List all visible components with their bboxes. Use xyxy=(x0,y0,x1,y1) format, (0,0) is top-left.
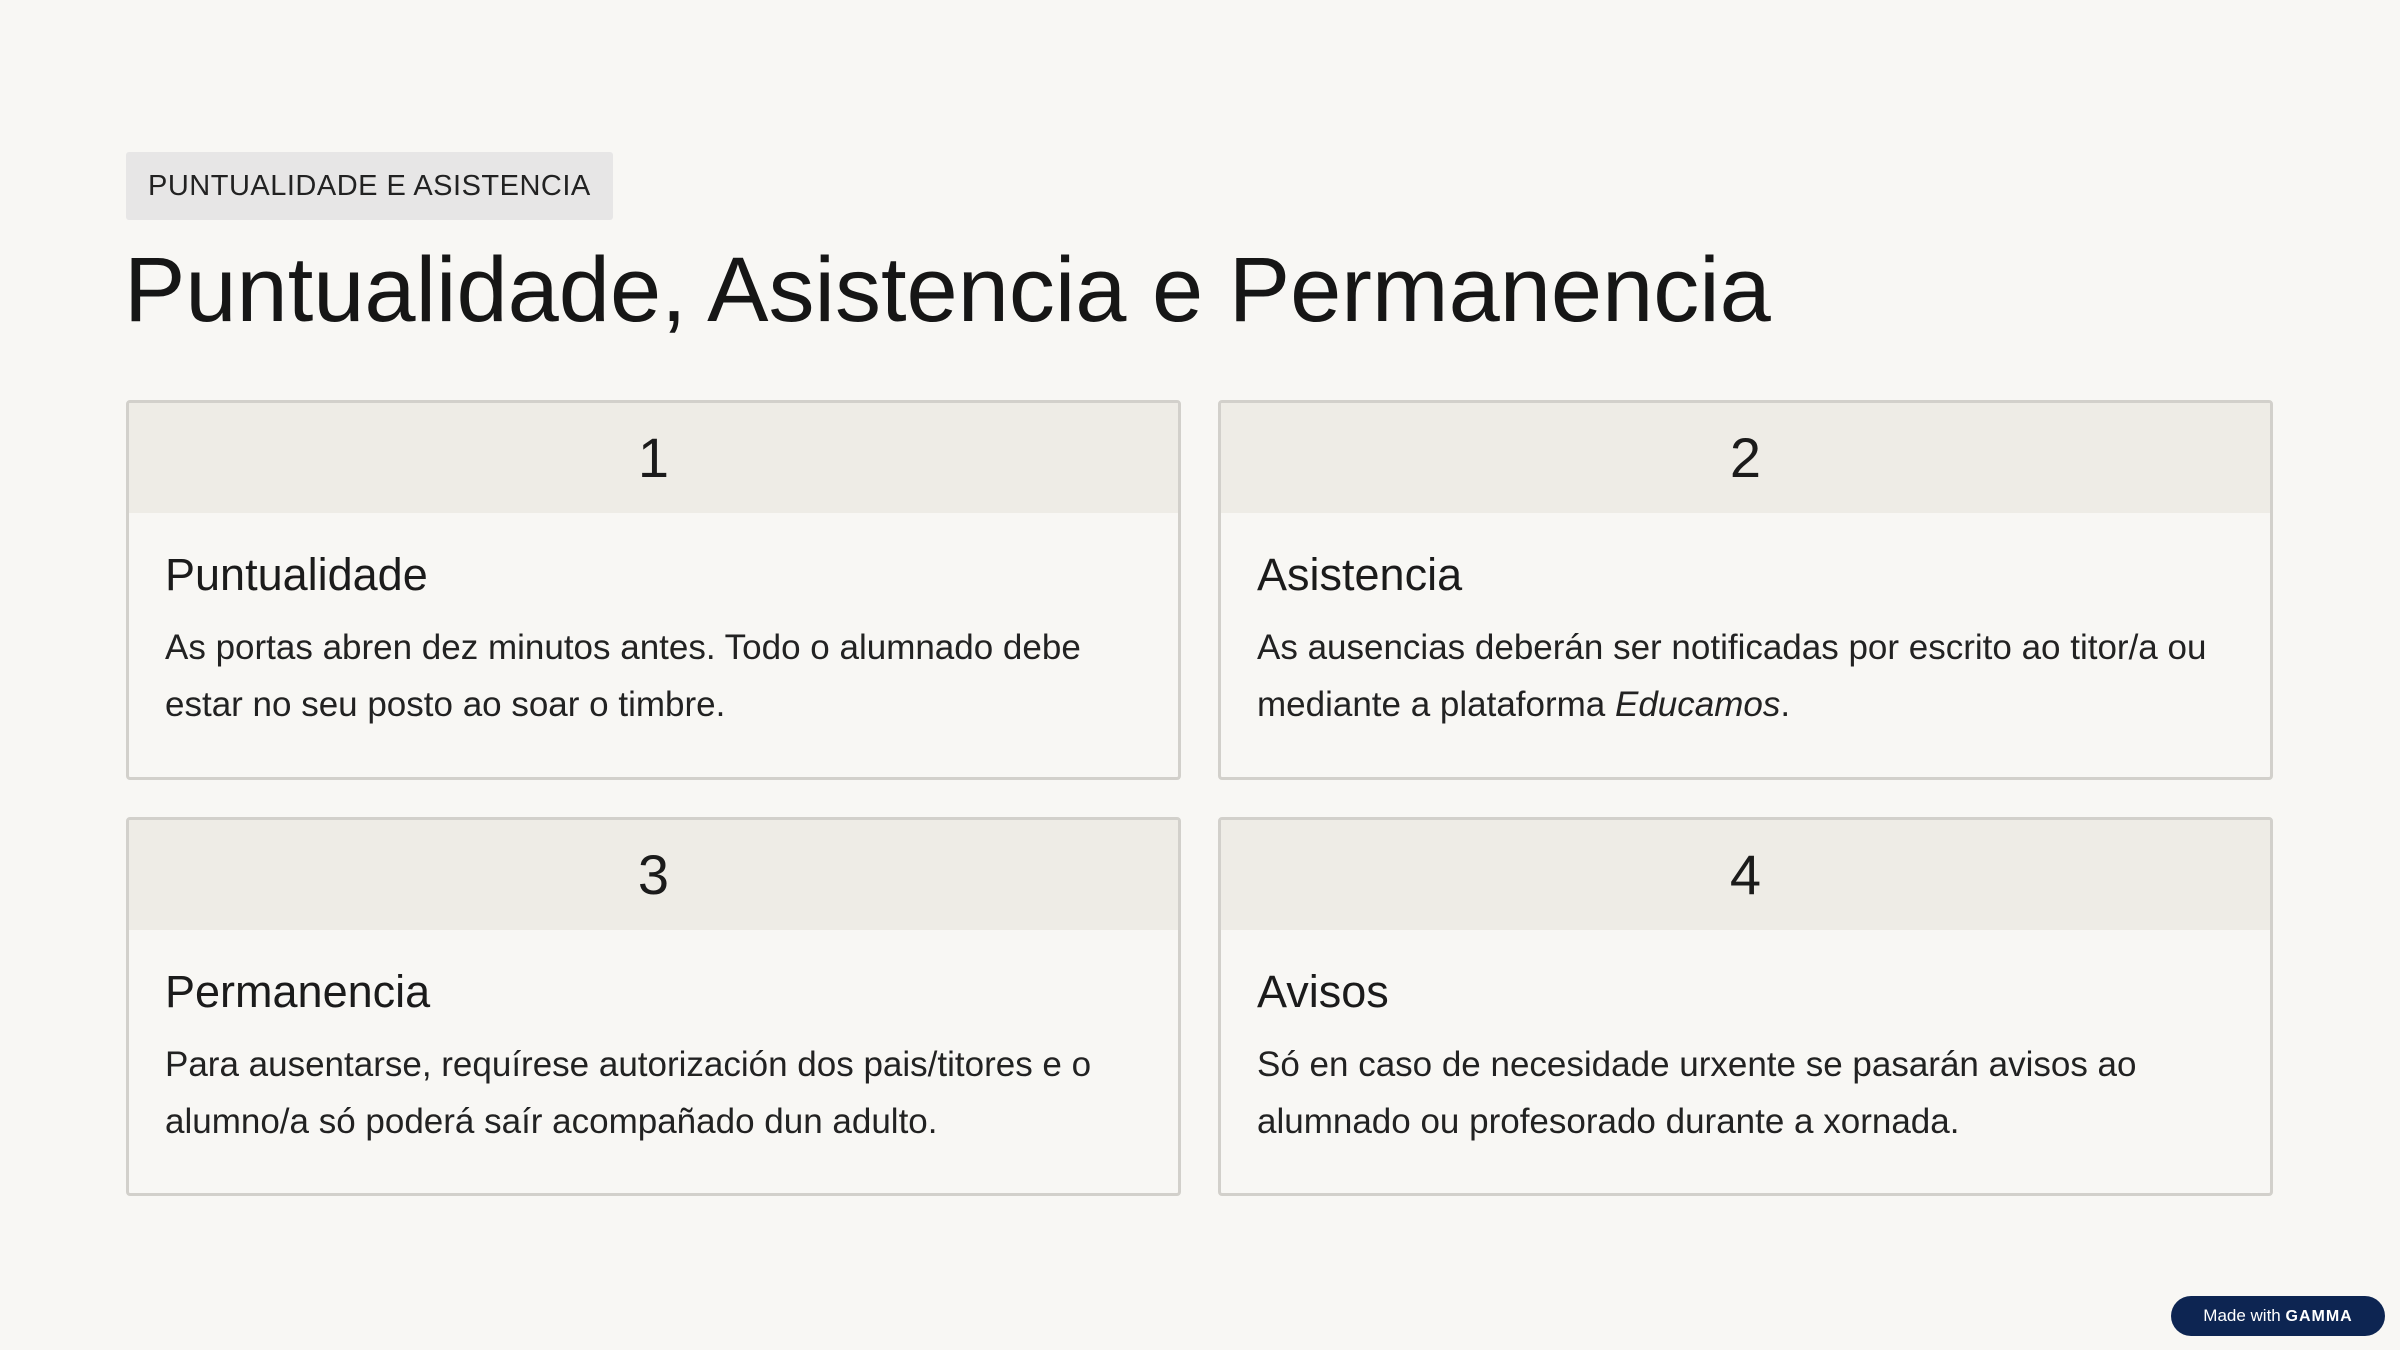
section-tag: PUNTUALIDADE E ASISTENCIA xyxy=(126,152,613,220)
card-permanencia xyxy=(126,817,1181,1196)
card-avisos xyxy=(1218,817,2273,1196)
badge-prefix: Made with xyxy=(2203,1306,2281,1325)
card-body xyxy=(1221,513,2270,733)
card-heading: Puntualidade xyxy=(165,549,428,600)
gamma-logo: GAMMA xyxy=(2285,1308,2353,1325)
card-body xyxy=(129,930,1178,1150)
card-text: As portas abren dez minutos antes. Todo o alumnado debe estar no seu posto ao soar o timbre. xyxy=(165,628,1081,724)
card-text-main: As ausencias deberán ser notificadas por escrito ao titor/a ou mediante a plataforma xyxy=(1257,628,2207,724)
card-asistencia xyxy=(1218,400,2273,780)
card-number: 2 xyxy=(1221,403,2270,513)
card-body xyxy=(1221,930,2270,1150)
card-number: 1 xyxy=(129,403,1178,513)
card-text: Só en caso de necesidade urxente se pasarán avisos ao alumnado ou profesorado durante a xornada. xyxy=(1257,1045,2137,1141)
platform-name: Educamos xyxy=(1614,685,1781,724)
card-heading: Asistencia xyxy=(1257,549,1463,600)
card-number: 4 xyxy=(1221,820,2270,930)
made-with-gamma-badge[interactable] xyxy=(2171,1296,2385,1336)
card-heading: Permanencia xyxy=(165,966,431,1017)
card-number: 3 xyxy=(129,820,1178,930)
card-text xyxy=(1257,619,2234,733)
page-title: Puntualidade, Asistencia e Permanencia xyxy=(124,239,1771,341)
card-text-end: . xyxy=(1780,685,1791,724)
card-body xyxy=(129,513,1178,733)
card-puntualidade xyxy=(126,400,1181,780)
card-heading: Avisos xyxy=(1257,966,1389,1017)
card-text: Para ausentarse, requírese autorización dos pais/titores e o alumno/a só poderá saír acompañado dun adulto. xyxy=(165,1045,1092,1141)
